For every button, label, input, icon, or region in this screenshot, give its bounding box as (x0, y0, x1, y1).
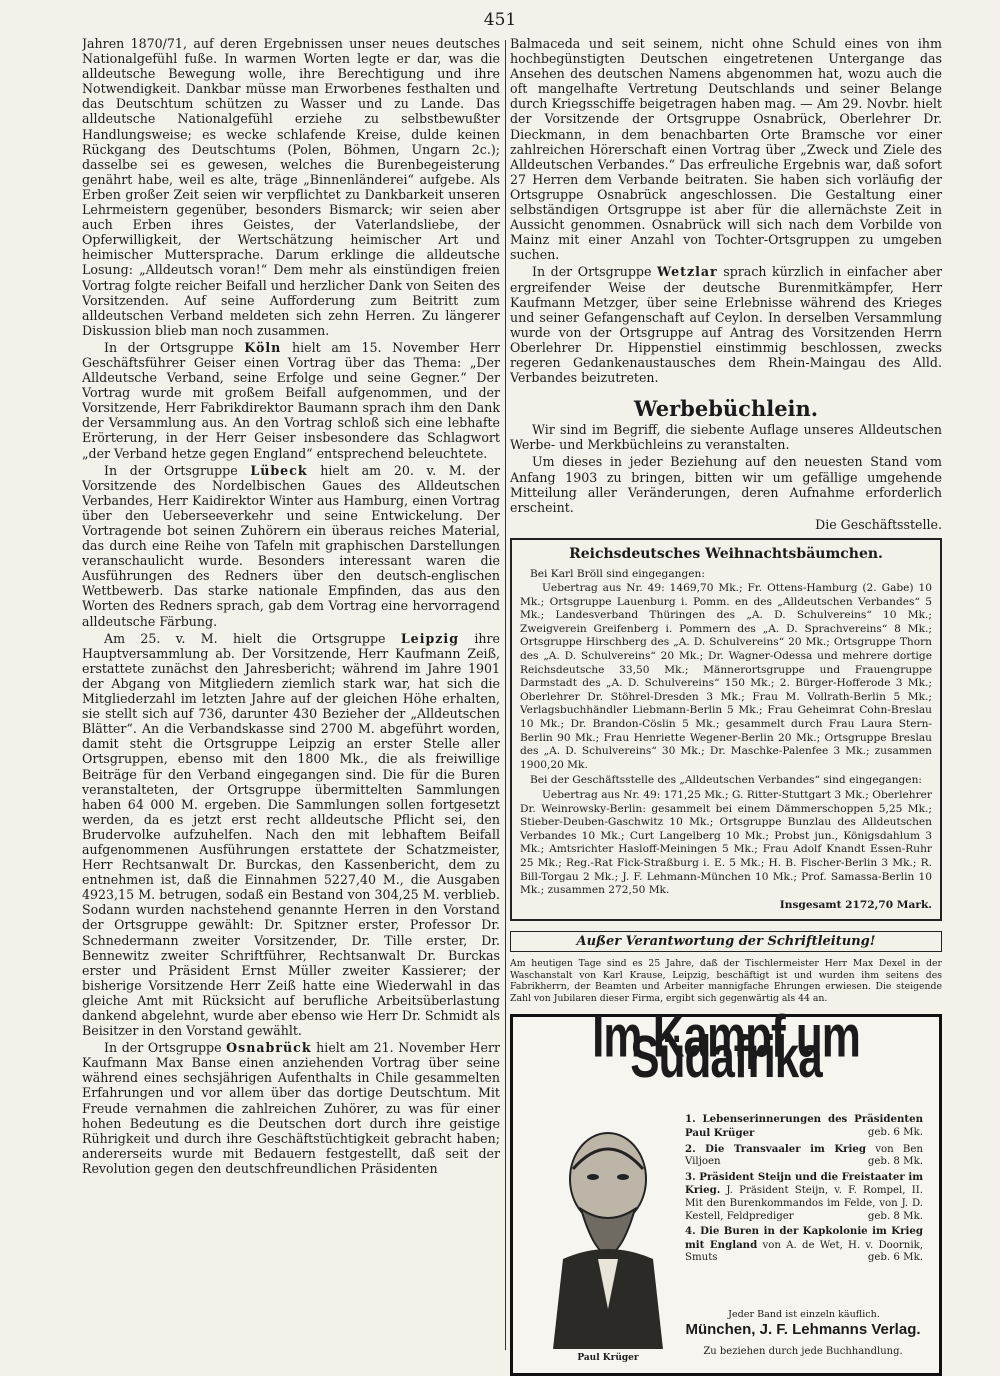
advertisement (510, 1004, 942, 1376)
paragraph: In der Ortsgruppe Köln hielt am 15. November Herr Geschäftsführer Geiser einen Vortrag über das Thema: „Der Alldeutsche Verband, seine Erfolge und seine Gegner.“ Der Vortrag wurde mit großem Beifall aufgenommen, und der Vorsitzende, Herr Fabrikdirektor Baumann sprach ihm den Dank der Versammlung aus. An den Vortrag schloß sich eine lebhafte Erörterung, in der Herr Geiser insbesondere das Schlagwort „der Verband hetze gegen England“ entsprechend beleuchtete. (82, 339, 500, 461)
book-item: 3. Präsident Steijn und die Freistaater im Krieg. J. Präsident Steijn, v. F. Rompel, II. Mit den Burenkommandos im Felde, von J. D. Kestell, Feldprediger geb. 8 Mk. (685, 1170, 923, 1222)
book-item: 1. Lebenserinnerungen des Präsidenten Paul Krüger geb. 6 Mk. (685, 1113, 923, 1140)
paragraph: Jahren 1870/71, auf deren Ergebnissen unser neues deutsches Nationalgefühl fuße. In warmen Worten legte er dar, was die alldeutsche Bewegung wolle, ihre Berechtigung und ihre Notwendigkeit. Dankbar müsse man Erworbenes festhalten und das Deutschtum schützen zu Wasser und zu Lande. Das alldeutsche Nationalgefühl erziehe zu selbstbewußter Handlungsweise; es wecke schlafende Kreise, dulde keinen Rückgang des Deutschtums (Polen, Böhmen, Ungarn 2c.); dasselbe sei es gewesen, welches die Burenbegeisterung genährt habe, weil es alte, träge „Binnenländerei“ aufgebe. Als Erben großer Zeit seien wir verpflichtet zu Dankbarkeit unseren Lehrmeistern gegenüber, besonders Bismarck; wir seien aber auch Erben ihres Geistes, der Vaterlandsliebe, der Opferwilligkeit, der Wertschätzung heimischer Art und heimischer Muttersprache. Darum erklinge die alldeutsche Losung: „Alldeutsch voran!“ Dem mehr als einstündigen freien Vortrag folgte reicher Beifall und herzlicher Dank von Seiten des Vorsitzenden. Auf seine Aufforderung zum Beitritt zum alldeutschen Verband meldeten sich zehn Herren. Zu längerer Diskussion blieb man noch zusammen. (82, 36, 500, 338)
availability-note: Zu beziehen durch jede Buchhandlung. (703, 1346, 903, 1358)
city-name: Lübeck (250, 462, 308, 478)
city-name: Wetzlar (657, 264, 718, 280)
section-heading: Werbebüchlein. (633, 396, 819, 422)
box-subheading: Bei der Geschäftsstelle des „Alldeutschen Verbandes“ sind eingegangen: (530, 774, 922, 787)
portrait-caption: Paul Krüger (577, 1353, 639, 1364)
page-number: 451 (483, 10, 517, 30)
donation-list: Uebertrag aus Nr. 49: 171,25 Mk.; G. Ritter-Stuttgart 3 Mk.; Oberlehrer Dr. Weinrowsky-Berlin: gesammelt bei einem Dämmerschoppen 5,25 Mk.; Stieber-Deuben-Gaschwitz 10 Mk.; Ortsgruppe Bunzlau des Alldeutschen Verbandes 10 Mk.; Curt Langelberg 10 Mk.; Probst jun., Königsdahlum 3 Mk.; Amtsrichter Hasloff-Meiningen 5 Mk.; Frau Adolf Knandt Essen-Ruhr 25 Mk.; Reg.-Rat Fick-Straßburg i. E. 5 Mk.; H. B. Fischer-Berlin 3 Mk.; R. Bill-Torgau 2 Mk.; J. F. Lehmann-München 10 Mk.; Prof. Samassa-Berlin 10 Mk.; zusammen 272,50 Mk. (520, 789, 932, 897)
box-title: Reichsdeutsches Weihnachtsbäumchen. (569, 545, 883, 562)
paragraph: In der Ortsgruppe Lübeck hielt am 20. v. M. der Vorsitzende des Nordelbischen Gaues des Alldeutschen Verbandes, Herr Kaidirektor Winter aus Hamburg, einen Vortrag über den Ueberseeverkehr und seine Entwickelung. Der Vortragende bot seinen Zuhörern ein überaus reiches Material, das durch eine Reihe von Tafeln mit graphischen Darstellungen veranschaulicht wurde. Besonders interessant waren die Ausführungen des Redners über den deutsch-englischen Wettbewerb. Das starke nationale Empfinden, das aus den Worten des Redners sprach, gab dem Vortrag eine hervorragend alldeutsche Färbung. (82, 462, 500, 629)
book-item: 4. Die Buren in der Kapkolonie im Krieg mit England von A. de Wet, H. v. Doornik, Smuts geb. 6 Mk. (685, 1225, 923, 1264)
box-subheading: Bei Karl Bröll sind eingegangen: (530, 567, 705, 580)
book-item: 2. Die Transvaaler im Krieg von Ben Viljoen geb. 8 Mk. (685, 1142, 923, 1168)
disclaimer-heading: Außer Verantwortung der Schriftleitung! (510, 931, 942, 952)
city-name: Leipzig (400, 630, 460, 646)
notice-text: Am heutigen Tage sind es 25 Jahre, daß der Tischlermeister Herr Max Dexel in der Waschanstalt von Karl Krause, Leipzig, beschäftigt ist und wurden ihm seitens des Fabrikherrn, der Beamten und Arbeiter mannigfache Ehrungen erwiesen. Die steigende Zahl von Jubilaren dieser Firma, ergibt sich gegenwärtig als 44 an. (510, 958, 942, 1004)
right-column (510, 36, 942, 1376)
paragraph: Balmaceda und seit seinem, nicht ohne Schuld eines von ihm hochbegünstigten Deutschen eingetretenen Untergange das Ansehen des deutschen Namens abgenommen hat, wozu auch die oft mangelhafte Vertretung Deutschlands und seiner Belange durch Kriegsschiffe beigetragen haben mag. — Am 29. Novbr. hielt der Vorsitzende der Ortsgruppe Osnabrück, Oberlehrer Dr. Dieckmann, in dem benachbarten Orte Bramsche vor einer zahlreichen Hörerschaft einen Vortrag über „Zweck und Ziele des Alldeutschen Verbandes.“ Das erfreuliche Ergebnis war, daß sofort 27 Herren dem Verbande beitraten. Sie haben sich vorläufig der Ortsgruppe Osnabrück angeschlossen. Die Gestaltung einer selbständigen Ortsgruppe ist aber für die allernächste Zeit in Aussicht genommen. Osnabrück will sich nach dem Vorbilde von Mainz mit einer Anzahl von Tochter-Ortsgruppen zu umgeben suchen. (510, 36, 942, 263)
city-name: Köln (244, 339, 282, 355)
paragraph: In der Ortsgruppe Osnabrück hielt am 21. November Herr Kaufmann Max Banse einen anziehenden Vortrag über seine während eines sechsjährigen Aufenthalts in Chile gesammelten Erfahrungen und vor allem über das dortige Deutschtum. Mit Freude vernahmen die zahlreichen Zuhörer, zu was für einer hohen Bedeutung es die Deutschen dort durch ihre geistige Rührigkeit und durch ihre Geschäftstüchtigkeit gebracht haben; andererseits wurde mit Bedauern festgestellt, daß seit der Revolution gegen den deutschfreundlichen Präsidenten (82, 1040, 500, 1176)
paragraph: Wir sind im Begriff, die siebente Auflage unseres Alldeutschen Werbe- und Merkbüchleins zu veranstalten. (510, 422, 942, 453)
left-column (82, 36, 500, 1351)
donation-list: Uebertrag aus Nr. 49: 1469,70 Mk.; Fr. Ottens-Hamburg (2. Gabe) 10 Mk.; Ortsgruppe Lauenburg i. Pomm. en des „Alldeutschen Verbandes“ 5 Mk.; Landesverband Thüringen des „A. D. Schulvereins“ 10 Mk.; Zweigverein Greifenberg i. Pommern des „A. D. Sprachvereins“ 8 Mk.; Ortsgruppe Hirschberg des „A. D. Schulvereins“ 20 Mk.; Ortsgruppe Thorn des „A. D. Schulvereins“ 20 Mk.; Dr. Wagner-Odessa und mehrere dortige Reichsdeutsche 33,50 Mk.; Männerortsgruppe und Frauengruppe Darmstadt des „A. D. Schulvereins“ 150 Mk.; 2. Bürger-Hofferode 3 Mk.; Oberlehrer Dr. Stöhrel-Dresden 3 Mk.; Frau M. Vollrath-Berlin 5 Mk.; Verlagsbuchhändler Liebmann-Berlin 5 Mk.; Frau Geheimrat Cohn-Breslau 10 Mk.; Dr. Brandon-Cöslin 5 Mk.; gesammelt durch Frau Laura Stern-Berlin 90 Mk.; Frau Henriette Wegener-Berlin 20 Mk.; Ortsgruppe Breslau des „A. D. Schulvereins“ 30 Mk.; Dr. Maschke-Palenfee 3 Mk.; zusammen 1900,20 Mk. (520, 582, 932, 771)
portrait-image (543, 1109, 673, 1349)
paragraph: Am 25. v. M. hielt die Ortsgruppe Leipzig ihre Hauptversammlung ab. Der Vorsitzende, Herr Kaufmann Zeiß, erstattete zunächst den Jahresbericht; während im Jahre 1901 der Abgang von Mitgliedern ziemlich stark war, hat sich die Mitgliederzahl im letzten Jahre auf der gleichen Höhe erhalten, sie stellt sich auf 736, darunter 430 Bezieher der „Alldeutschen Blätter“. An die Verbandskasse sind 2700 M. abgeführt worden, damit steht die Ortsgruppe Leipzig an erster Stelle aller Ortsgruppen, ebenso mit den 1800 Mk., die als freiwillige Beiträge für den Verband eingegangen sind. Die für die Buren veranstalteten, der Ortsgruppe übermittelten Sammlungen haben 64 000 M. ergeben. Die Sammlungen sollen fortgesetzt werden, da es jetzt erst recht alldeutsche Pflicht sei, den Brudervolke aufzuhelfen. Nach den mit lebhaftem Beifall aufgenommenen Ausführungen erstattete der Schatzmeister, Herr Rechtsanwalt Dr. Burckas, den Kassenbericht, dem zu entnehmen ist, daß die Einnahmen 5227,40 M., die Ausgaben 4923,15 M. betrugen, sodaß ein Bestand von 304,25 M. verblieb. Sodann wurden nachstehend genannte Herren in den Vorstand der Ortsgruppe gewählt: Dr. Spitzner erster, Professor Dr. Schnedermann zweiter Vorsitzender, Dr. Tille erster, Dr. Bennewitz zweiter Schriftführer, Rechtsanwalt Dr. Burckas erster und Präsident Ernst Müller zweiter Kassierer; der bisherige Vorsitzende Herr Zeiß hatte eine Wiederwahl in das gleiche Amt mit Rücksicht auf berufliche Arbeitsüberlastung dankend abgelehnt, wurde aber ebenso wie Herr Dr. Schmidt als Beisitzer in den Vorstand gewählt. (82, 630, 500, 1039)
paragraph: In der Ortsgruppe Wetzlar sprach kürzlich in einfacher aber ergreifender Weise der deutsche Burenmitkämpfer, Herr Kaufmann Metzger, über seine Erlebnisse während des Krieges und seiner Gefangenschaft auf Ceylon. In derselben Versammlung wurde von der Ortsgruppe auf Antrag des Vorsitzenden Herrn Oberlehrer Dr. Hippenstiel einstimmig beschlossen, zwecks regeren Gedankenaustausches dem Rhein-Maingau des Alld. Verbandes beizutreten. (510, 264, 942, 386)
book-list (685, 1113, 923, 1267)
ad-title: Im Kampf um Südafrika (592, 1004, 860, 1092)
paragraph: Um dieses in jeder Beziehung auf den neuesten Stand vom Anfang 1903 zu bringen, bitten wir um gefällige umgehende Mitteilung aller Veränderungen, deren Aufnahme erforderlich erscheint. (510, 454, 942, 515)
donation-total: Insgesamt 2172,70 Mark. (779, 898, 932, 911)
ad-note: Jeder Band ist einzeln käuflich. (728, 1309, 880, 1321)
column-divider (505, 40, 506, 1350)
publisher-name: München, J. F. Lehmanns Verlag. (685, 1321, 921, 1339)
donation-box (510, 538, 942, 921)
city-name: Osnabrück (226, 1040, 312, 1056)
signature: Die Geschäftsstelle. (815, 516, 942, 532)
